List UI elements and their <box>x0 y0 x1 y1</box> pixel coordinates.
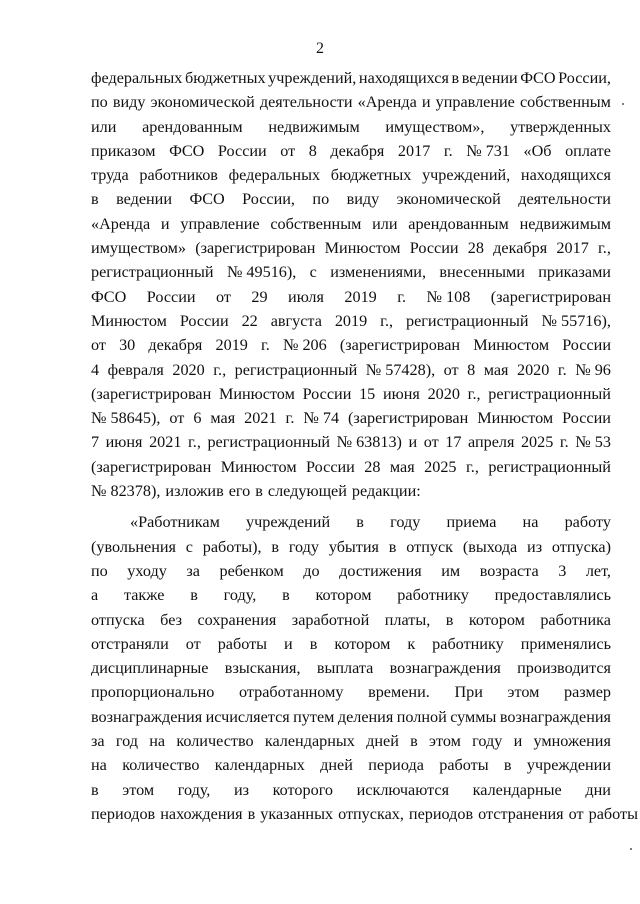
word: этом <box>507 683 540 702</box>
word: г. <box>559 433 569 452</box>
word: путем <box>293 707 335 726</box>
word: году, <box>177 780 211 799</box>
word: собственным <box>270 214 362 233</box>
word: находящихся <box>358 69 449 87</box>
word: № 63813) <box>336 433 402 452</box>
word: и <box>421 93 431 112</box>
word: «Работникам <box>130 513 220 532</box>
word: декабря <box>493 239 548 258</box>
word: за <box>91 732 105 751</box>
word: в <box>255 482 263 501</box>
word: 28 <box>364 457 381 476</box>
word: котором <box>334 634 391 653</box>
word: календарных <box>264 732 355 751</box>
word: № 96 <box>575 360 611 379</box>
word: г., <box>380 311 394 330</box>
word: декабря <box>148 336 203 355</box>
word: находящихся <box>520 166 611 185</box>
word: к <box>407 634 416 653</box>
text-line <box>91 236 611 260</box>
word: России <box>562 409 611 428</box>
word: и <box>284 634 293 653</box>
word: изложив <box>165 482 224 501</box>
text-line <box>91 285 611 309</box>
word: 2021 <box>244 409 277 428</box>
word: и <box>408 433 418 452</box>
word: его <box>228 482 251 501</box>
word: мая <box>389 457 415 476</box>
word: «Аренда <box>91 214 151 233</box>
word: на <box>91 756 107 775</box>
word: г. <box>443 141 453 160</box>
text-line <box>91 778 611 802</box>
word: 28 <box>467 239 484 258</box>
word: России <box>146 287 196 306</box>
document-body <box>91 66 638 826</box>
word: количество <box>122 756 200 775</box>
text-line <box>91 455 611 479</box>
word: году <box>472 732 503 751</box>
word: 30 <box>119 336 136 355</box>
word: периодов <box>91 804 156 823</box>
word: дни <box>585 780 611 799</box>
word: от <box>423 433 439 452</box>
word: (зарегистрирован <box>339 336 461 355</box>
word: «Об <box>523 141 552 160</box>
word: с <box>185 537 193 556</box>
word: дней <box>320 756 353 775</box>
word: № 58645), <box>91 409 161 428</box>
text-line <box>91 535 611 559</box>
word: недвижимым <box>519 214 611 233</box>
word: на <box>149 732 166 751</box>
word: № 55716), <box>541 311 611 330</box>
word: 29 <box>251 287 268 306</box>
word: а <box>91 586 99 605</box>
word: При <box>454 683 483 702</box>
word: работников <box>139 166 218 185</box>
word: июня <box>105 433 143 452</box>
word: № 57428), <box>365 360 436 379</box>
word: декабря <box>330 141 385 160</box>
word: в <box>309 634 318 653</box>
text-line <box>91 479 611 503</box>
word: размер <box>564 683 611 702</box>
word: 4 <box>91 360 100 379</box>
word: периода <box>368 756 424 775</box>
word: редакции: <box>351 482 421 501</box>
word: и <box>513 732 523 751</box>
word: отпуска) <box>551 537 611 556</box>
word: с <box>309 263 317 282</box>
word: ведении <box>116 190 173 209</box>
word: 8 <box>308 141 317 160</box>
word: (зарегистрирован <box>91 457 212 476</box>
word: на <box>522 513 539 532</box>
word: уходу <box>127 561 167 580</box>
word: ребенком <box>219 561 284 580</box>
word: экономической <box>150 93 255 112</box>
word: в <box>356 513 364 532</box>
word: виду <box>112 93 146 112</box>
word: без <box>160 610 182 629</box>
word: ведении <box>461 69 518 87</box>
text-line <box>91 753 611 777</box>
word: (зарегистрирован <box>195 239 316 258</box>
word: году, <box>223 586 257 605</box>
text-line <box>91 406 611 430</box>
text-line <box>91 802 638 826</box>
text-line <box>91 632 611 656</box>
word: Минюстом <box>220 457 297 476</box>
word: выплата <box>316 659 374 678</box>
word: вознаграждения <box>499 707 611 726</box>
word: г. <box>557 360 567 379</box>
word: недвижимым <box>268 117 360 136</box>
text-line <box>91 309 611 333</box>
word: полной <box>396 707 447 726</box>
word: виду <box>346 190 380 209</box>
word: учреждений, <box>422 166 511 185</box>
word: также <box>123 586 165 605</box>
text-line <box>91 680 611 704</box>
word: дисциплинарные <box>91 659 209 678</box>
word: России, <box>558 69 611 87</box>
word: от <box>185 634 201 653</box>
word: утвержденных <box>510 117 611 136</box>
word: России <box>562 336 611 355</box>
text-line <box>91 510 611 534</box>
word: от <box>443 360 459 379</box>
word: отпуска <box>91 610 145 629</box>
word: имуществом», <box>385 117 485 136</box>
word: ФСО <box>91 287 127 306</box>
word: убытия <box>328 537 379 556</box>
text-line <box>91 705 611 729</box>
word: 8 <box>467 360 476 379</box>
word: 2017 <box>556 239 589 258</box>
word: по <box>312 190 330 209</box>
text-line <box>91 66 611 90</box>
word: 3 <box>558 561 567 580</box>
word: 22 <box>241 311 258 330</box>
word: указанных <box>260 804 334 823</box>
word: 2019 <box>334 311 368 330</box>
word: № 108 <box>426 287 471 306</box>
paragraph-gap <box>91 503 611 510</box>
text-line <box>91 260 611 284</box>
word: 2020 <box>172 360 205 379</box>
word: следующей <box>267 482 347 501</box>
word: (зарегистрирован <box>348 409 469 428</box>
word: вознаграждения <box>389 659 501 678</box>
word: г., <box>213 360 227 379</box>
word: предоставлялись <box>494 586 611 605</box>
word: 6 <box>193 409 202 428</box>
word: приказом <box>91 141 156 160</box>
text-line <box>91 583 611 607</box>
word: от <box>215 287 231 306</box>
word: работника <box>540 610 611 629</box>
word: которого <box>272 780 334 799</box>
word: лет, <box>585 561 611 580</box>
word: № 49516), <box>226 263 297 282</box>
word: Минюстом <box>324 239 401 258</box>
word: отпуск <box>406 537 454 556</box>
word: применялись <box>520 634 611 653</box>
word: федеральных <box>228 166 321 185</box>
word: возраста <box>479 561 539 580</box>
word: 2017 <box>397 141 431 160</box>
word: приема <box>446 513 497 532</box>
word: приказами <box>538 263 611 282</box>
word: № 82378), <box>91 482 161 501</box>
word: ФСО <box>169 141 205 160</box>
word: из <box>527 537 543 556</box>
word: № 731 <box>466 141 510 160</box>
word: исчисляется <box>205 707 290 726</box>
word: изменениями, <box>330 263 427 282</box>
word: (выхода <box>462 537 518 556</box>
word: дней <box>366 732 399 751</box>
word: взыскания, <box>224 659 301 678</box>
word: бюджетных <box>330 166 412 185</box>
word: арендованным <box>408 214 509 233</box>
word: учреждении <box>526 756 611 775</box>
word: регистрационный <box>207 433 331 452</box>
word: 2020 <box>427 384 460 403</box>
text-line <box>91 559 611 583</box>
word: этом <box>122 780 155 799</box>
word: или <box>91 117 117 136</box>
word: от <box>169 409 185 428</box>
word: 2025 <box>520 433 554 452</box>
word: России <box>409 239 459 258</box>
word: Минюстом <box>91 311 167 330</box>
word: времени. <box>368 683 430 702</box>
word: пропорционально <box>91 683 215 702</box>
text-line <box>91 608 611 632</box>
word: работы <box>217 634 268 653</box>
word: 7 <box>91 433 100 452</box>
word: имуществом» <box>91 239 186 258</box>
text-line <box>91 729 611 753</box>
word: г., <box>467 384 481 403</box>
word: (зарегистрирован <box>91 384 212 403</box>
word: России <box>179 311 229 330</box>
word: работнику <box>432 634 504 653</box>
word: исключаются <box>356 780 450 799</box>
word: от <box>91 336 106 355</box>
word: год <box>115 732 138 751</box>
word: количество <box>176 732 254 751</box>
word: февраля <box>107 360 164 379</box>
word: отстранения <box>478 804 564 823</box>
word: в <box>91 190 99 209</box>
word: суммы <box>450 707 497 726</box>
word: 17 <box>445 433 462 452</box>
word: достижения <box>339 561 422 580</box>
word: за <box>186 561 200 580</box>
word: управление <box>435 93 515 112</box>
word: в <box>282 586 290 605</box>
word: России <box>302 384 352 403</box>
word: в <box>410 732 418 751</box>
word: (увольнения <box>91 537 176 556</box>
word: деятельности <box>518 190 611 209</box>
word: работы <box>588 804 638 823</box>
word: из <box>233 780 250 799</box>
scan-speck <box>630 848 632 850</box>
word: июля <box>288 287 324 306</box>
word: календарных <box>214 756 305 775</box>
word: отработанному <box>238 683 344 702</box>
word: № 53 <box>575 433 611 452</box>
text-line <box>91 430 611 454</box>
word: труда <box>91 166 129 185</box>
word: 2019 <box>215 336 248 355</box>
word: г., <box>598 239 611 258</box>
word: вознаграждения <box>91 707 203 726</box>
text-line <box>91 115 611 139</box>
word: г., <box>465 457 479 476</box>
word: нахождения <box>160 804 243 823</box>
word: 2025 <box>424 457 457 476</box>
scan-speck <box>622 103 624 105</box>
text-line <box>91 139 611 163</box>
word: Минюстом <box>477 409 554 428</box>
word: августа <box>270 311 322 330</box>
word: деления <box>337 707 394 726</box>
word: работы <box>439 756 489 775</box>
word: № 74 <box>303 409 340 428</box>
word: и <box>160 214 170 233</box>
word: «Аренда <box>357 93 417 112</box>
word: в <box>451 69 460 87</box>
word: арендованным <box>142 117 243 136</box>
page-number: 2 <box>316 40 324 57</box>
word: работу <box>564 513 611 532</box>
word: до <box>303 561 320 580</box>
text-line <box>91 90 611 114</box>
word: России, <box>242 190 295 209</box>
word: 2021 <box>149 433 182 452</box>
word: котором <box>468 610 525 629</box>
word: в <box>445 610 454 629</box>
word: заработной <box>291 610 370 629</box>
word: умножения <box>533 732 611 751</box>
word: № 206 <box>282 336 327 355</box>
text-line <box>91 187 611 211</box>
word: периодов <box>408 804 474 823</box>
word: ФСО <box>189 190 225 209</box>
word: работнику <box>397 586 469 605</box>
word: внесенными <box>439 263 525 282</box>
word: в <box>247 804 256 823</box>
word: отпусках, <box>338 804 404 823</box>
text-line <box>91 656 611 680</box>
word: оплате <box>565 141 611 160</box>
text-line <box>91 333 611 357</box>
word: мая <box>210 409 236 428</box>
word: календарные <box>472 780 562 799</box>
text-line <box>91 163 611 187</box>
word: в <box>388 537 397 556</box>
word: г. <box>285 409 295 428</box>
word: деятельности <box>259 93 353 112</box>
word: по <box>91 93 108 112</box>
word: г. <box>397 287 407 306</box>
word: в <box>91 780 99 799</box>
word: от <box>280 141 296 160</box>
word: работы), <box>202 537 262 556</box>
word: по <box>91 561 108 580</box>
word: регистрационный <box>405 311 529 330</box>
word: Минюстом <box>473 336 550 355</box>
word: или <box>372 214 398 233</box>
word: федеральных <box>91 69 183 87</box>
word: учреждений <box>246 513 331 532</box>
word: управление <box>180 214 260 233</box>
text-line <box>91 212 611 236</box>
word: отстраняли <box>91 634 169 653</box>
word: регистрационный <box>488 384 611 403</box>
word: производится <box>517 659 611 678</box>
text-line <box>91 382 611 406</box>
word: сохранения <box>197 610 277 629</box>
word: собственным <box>519 93 611 112</box>
word: России <box>306 457 355 476</box>
word: апреля <box>467 433 515 452</box>
word: 2019 <box>344 287 377 306</box>
word: г., <box>187 433 201 452</box>
word: регистрационный <box>488 457 611 476</box>
word: (зарегистрирован <box>490 287 611 306</box>
word: году <box>390 513 421 532</box>
word: г. <box>260 336 270 355</box>
word: в <box>190 586 198 605</box>
word: июня <box>382 384 420 403</box>
word: этом <box>429 732 461 751</box>
word: ФСО <box>520 69 556 87</box>
word: учреждений, <box>268 69 357 87</box>
word: году <box>288 537 320 556</box>
word: регистрационный <box>91 263 214 282</box>
word: регистрационный <box>234 360 358 379</box>
text-line <box>91 358 611 382</box>
word: России <box>217 141 267 160</box>
word: Минюстом <box>218 384 295 403</box>
word: в <box>503 756 512 775</box>
word: платы, <box>384 610 431 629</box>
word: в <box>271 537 280 556</box>
word: котором <box>315 586 372 605</box>
word: мая <box>483 360 509 379</box>
word: им <box>441 561 461 580</box>
word: экономической <box>396 190 501 209</box>
word: 15 <box>359 384 376 403</box>
word: бюджетных <box>184 69 266 87</box>
word: от <box>568 804 584 823</box>
word: 2020 <box>516 360 550 379</box>
